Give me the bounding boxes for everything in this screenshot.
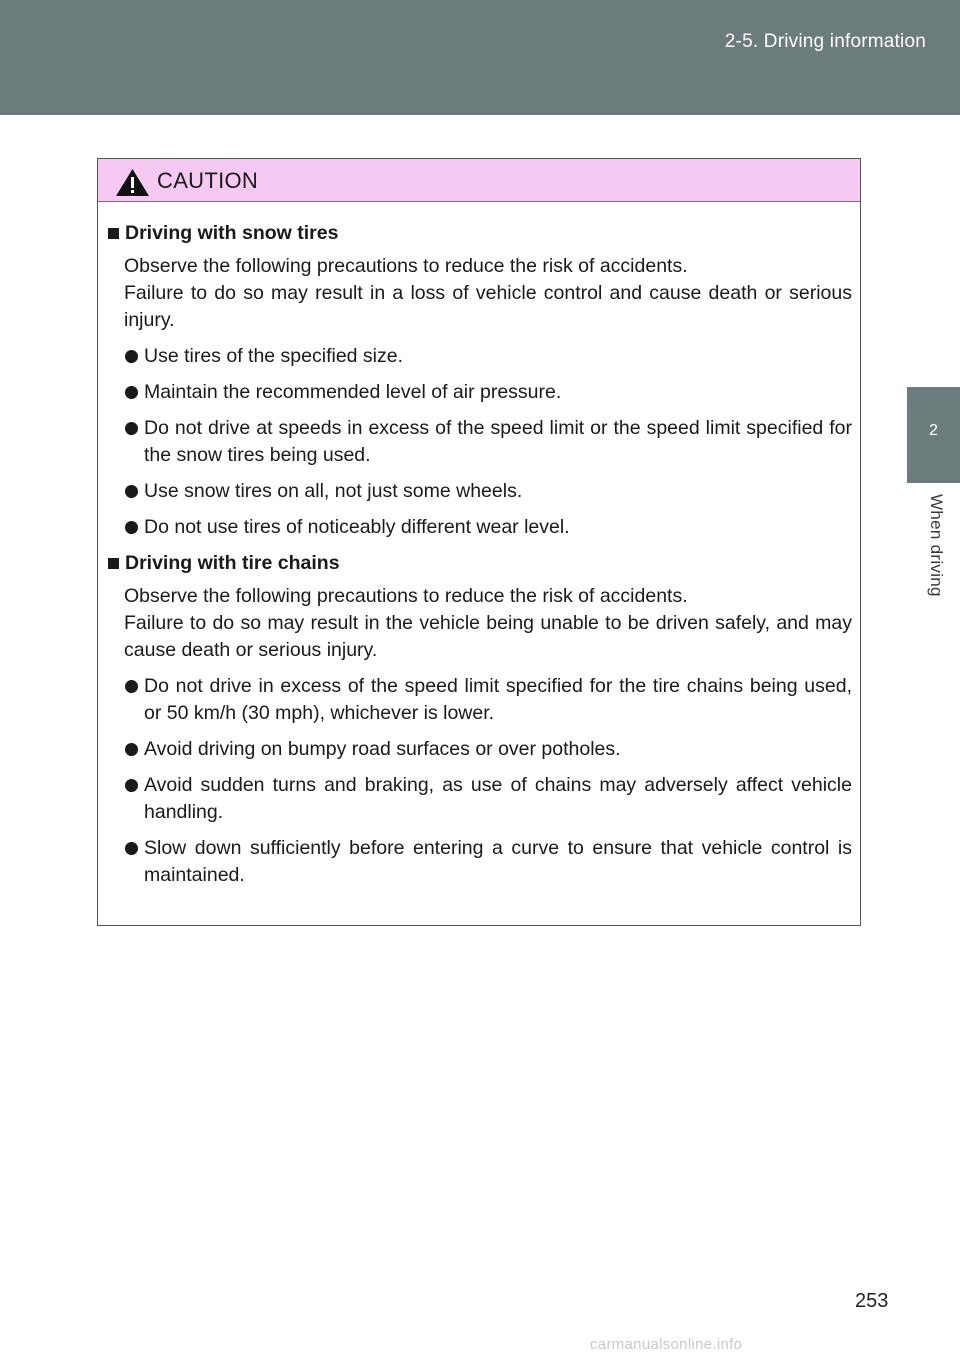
dot-bullet-icon — [125, 485, 138, 498]
dot-bullet-icon — [125, 386, 138, 399]
list-item-text: Use tires of the specified size. — [144, 345, 404, 367]
section-heading-text: Driving with snow tires — [125, 222, 339, 244]
chapter-tab — [907, 387, 960, 483]
list-item-text: Do not drive at speeds in excess of the speed limit or the speed limit specified for the snow tires being used. — [144, 417, 852, 466]
list-item-text: Slow down sufficiently before entering a curve to ensure that vehicle control is maintained. — [144, 837, 852, 886]
list-item — [144, 415, 852, 469]
section-heading-text: Driving with tire chains — [125, 552, 340, 574]
list-item — [144, 343, 852, 370]
dot-bullet-icon — [125, 680, 138, 693]
section-title: 2-5. Driving information — [724, 31, 926, 52]
caution-body — [98, 202, 860, 889]
list-item-text: Avoid driving on bumpy road surfaces or over potholes. — [144, 738, 621, 760]
list-item-text: Use snow tires on all, not just some wheels. — [144, 480, 523, 502]
dot-bullet-icon — [125, 743, 138, 756]
list-item-text: Maintain the recommended level of air pressure. — [144, 381, 562, 403]
caution-title: CAUTION — [157, 168, 259, 193]
square-bullet-icon — [108, 558, 119, 569]
warning-triangle-icon — [115, 168, 150, 197]
watermark: carmanualsonline.info — [590, 1336, 743, 1353]
list-item-text: Do not drive in excess of the speed limit specified for the tire chains being used, or 50 km/h (30 mph), whichever is lower. — [144, 675, 852, 724]
dot-bullet-icon — [125, 521, 138, 534]
caution-header — [98, 159, 860, 202]
list-item — [144, 478, 852, 505]
intro-line: Failure to do so may result in a loss of vehicle control and cause death or serious injury. — [124, 282, 852, 331]
chapter-label: When driving — [927, 494, 946, 597]
caution-box — [97, 158, 861, 926]
list-item — [144, 673, 852, 727]
page-number: 253 — [855, 1290, 889, 1312]
list-item — [144, 736, 852, 763]
list-item — [144, 514, 852, 541]
list-item-text: Do not use tires of noticeably different wear level. — [144, 516, 570, 538]
list-item — [144, 835, 852, 889]
list-item-text: Avoid sudden turns and braking, as use of chains may adversely affect vehicle handling. — [144, 774, 852, 823]
dot-bullet-icon — [125, 779, 138, 792]
chapter-number: 2 — [929, 422, 938, 439]
header-bar — [0, 0, 960, 115]
section-heading-snow-tires — [106, 220, 852, 247]
intro-line: Observe the following precautions to reduce the risk of accidents. — [124, 585, 688, 607]
section-intro — [124, 253, 852, 334]
dot-bullet-icon — [125, 350, 138, 363]
dot-bullet-icon — [125, 422, 138, 435]
dot-bullet-icon — [125, 842, 138, 855]
square-bullet-icon — [108, 228, 119, 239]
list-item — [144, 772, 852, 826]
intro-line: Observe the following precautions to reduce the risk of accidents. — [124, 255, 688, 277]
list-item — [144, 379, 852, 406]
intro-line: Failure to do so may result in the vehicle being unable to be driven safely, and may cause death or serious injury. — [124, 612, 852, 661]
section-intro — [124, 583, 852, 664]
section-heading-tire-chains — [106, 550, 852, 577]
